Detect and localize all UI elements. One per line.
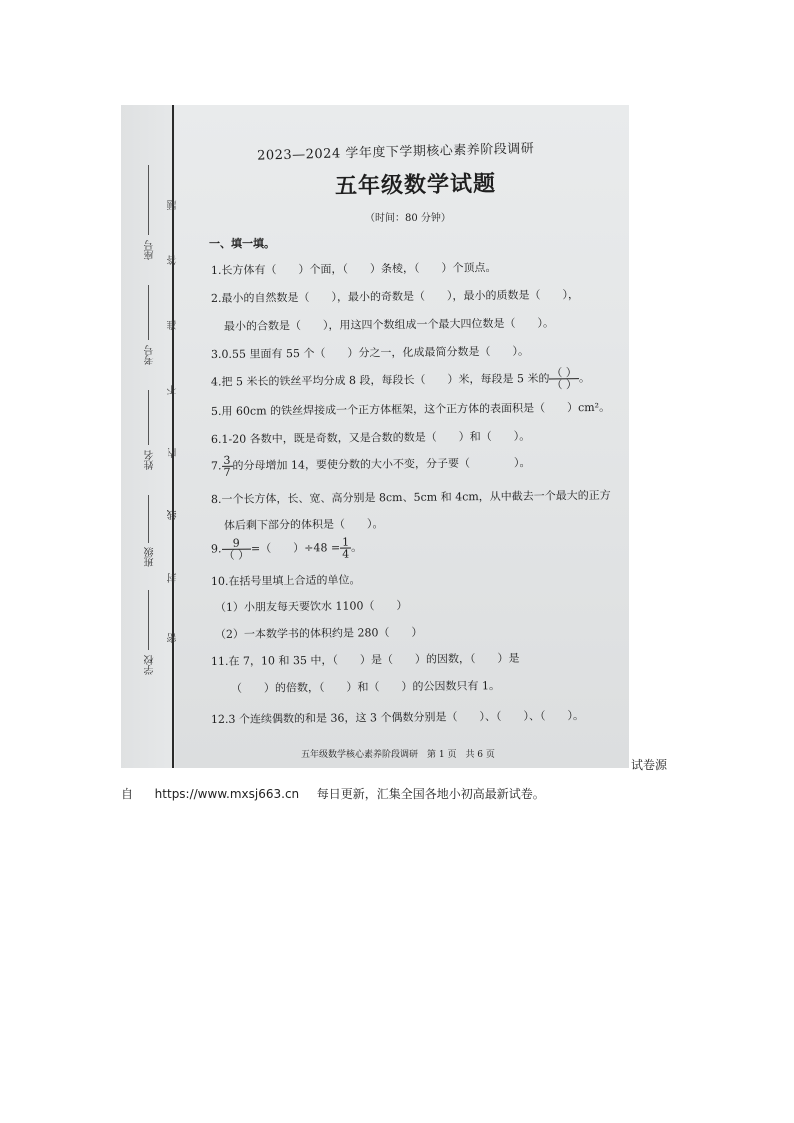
section-heading: 一、填一填。	[209, 237, 275, 250]
exam-number-rule	[148, 285, 149, 340]
label-exam-number: 考号	[145, 345, 156, 365]
fraction	[221, 538, 251, 561]
question-4-text: 4.把 5 米长的铁丝平均分成 8 段，每段长（ ）米，每段是 5 米的	[210, 371, 550, 389]
exam-photo	[121, 105, 629, 768]
fraction	[340, 537, 351, 560]
seal-char: 不	[168, 385, 179, 395]
school-rule	[148, 590, 149, 650]
fraction-numerator: 3	[223, 453, 231, 467]
exam-term-heading: 2023—2024 学年度下学期核心素养阶段调研	[256, 141, 535, 164]
source-prefix: 自	[121, 787, 134, 801]
exam-title: 五年级数学试题	[334, 170, 497, 200]
seal-char: 准	[168, 320, 179, 330]
question-11-line-2: （ ）的倍数，（ ）和（ ）的公因数只有 1。	[230, 679, 501, 695]
seal-char: 密	[168, 633, 179, 643]
source-description: 每日更新，汇集全国各地小初高最新试卷。	[316, 787, 545, 801]
label-seat-number: 座号	[145, 240, 156, 260]
page-footer: 五年级数学核心素养阶段调研 第 1 页 共 6 页	[301, 750, 495, 760]
exam-time: （时间：80 分钟）	[365, 213, 451, 224]
question-1: 1.长方体有（ ）个面，（ ）条棱，（ ）个顶点。	[210, 261, 497, 277]
question-9-number: 9.	[210, 542, 222, 556]
question-8-line-2: 体后剩下部分的体积是（ ）。	[223, 517, 384, 532]
seal-char: 封	[168, 573, 179, 583]
fraction-denominator: 4	[342, 547, 350, 561]
label-school: 学校	[145, 655, 156, 675]
question-3: 3.0.55 里面有 55 个（ ）分之一，化成最简分数是（ ）。	[210, 344, 530, 361]
fraction-denominator: （ ）	[551, 378, 578, 392]
question-2-line-1: 2.最小的自然数是（ ），最小的奇数是（ ），最小的质数是（ ），	[210, 288, 580, 305]
fraction-denominator: 7	[223, 465, 231, 479]
question-2-line-2: 最小的合数是（ ），用这四个数组成一个最大四位数是（ ）。	[223, 316, 555, 333]
seal-char: 答	[168, 255, 179, 265]
fraction-denominator: （ ）	[223, 548, 250, 562]
question-9	[211, 536, 362, 561]
source-suffix: 试卷源	[631, 758, 668, 772]
binding-margin	[121, 105, 179, 768]
label-class: 班级	[145, 547, 156, 567]
label-name: 姓名	[145, 450, 156, 470]
question-8-line-1: 8.一个长方体，长、宽、高分别是 8cm、5cm 和 4cm，从中截去一个最大的正方	[210, 488, 611, 506]
seal-char: 内	[168, 448, 179, 458]
seat-number-rule	[148, 165, 149, 235]
question-4	[211, 367, 590, 394]
question-4-end: 。	[578, 371, 591, 385]
question-7-text: 的分母增加 14，要使分数的大小不变，分子要（ ）。	[232, 456, 531, 473]
question-5: 5.用 60cm 的铁丝焊接成一个正方体框架，这个正方体的表面积是（ ）cm²。	[210, 400, 611, 418]
seal-char: 题	[168, 200, 179, 210]
source-link[interactable]: https://www.mxsj663.cn	[154, 787, 300, 801]
question-6: 6.1-20 各数中，既是奇数，又是合数的数是（ ）和（ ）。	[210, 429, 531, 446]
question-7-number: 7.	[210, 459, 222, 473]
fraction-numerator: 9	[221, 538, 251, 550]
question-9-end: 。	[351, 540, 363, 555]
name-rule	[148, 390, 149, 445]
question-10-1: （1）小朋友每天要饮水 1100（ ）	[214, 598, 408, 614]
class-rule	[148, 495, 149, 543]
question-12: 12.3 个连续偶数的和是 36，这 3 个偶数分别是（ ）、（ ）、（ ）。	[210, 709, 585, 726]
question-11-line-1: 11.在 7，10 和 35 中，（ ）是（ ）的因数，（ ）是	[210, 651, 520, 668]
fraction	[221, 455, 232, 478]
question-10: 10.在括号里填上合适的单位。	[210, 573, 361, 588]
question-10-2: （2）一本数学书的体积约是 280（ ）	[214, 625, 423, 641]
question-9-middle: =（ ）÷48 =	[250, 541, 341, 556]
exam-content	[175, 105, 629, 768]
fraction-numerator: 1	[342, 535, 350, 549]
question-7	[211, 452, 531, 478]
seal-char: 线	[168, 510, 179, 520]
source-line	[121, 785, 545, 802]
fraction-numerator: （ ）	[551, 366, 577, 380]
fraction	[549, 367, 579, 390]
